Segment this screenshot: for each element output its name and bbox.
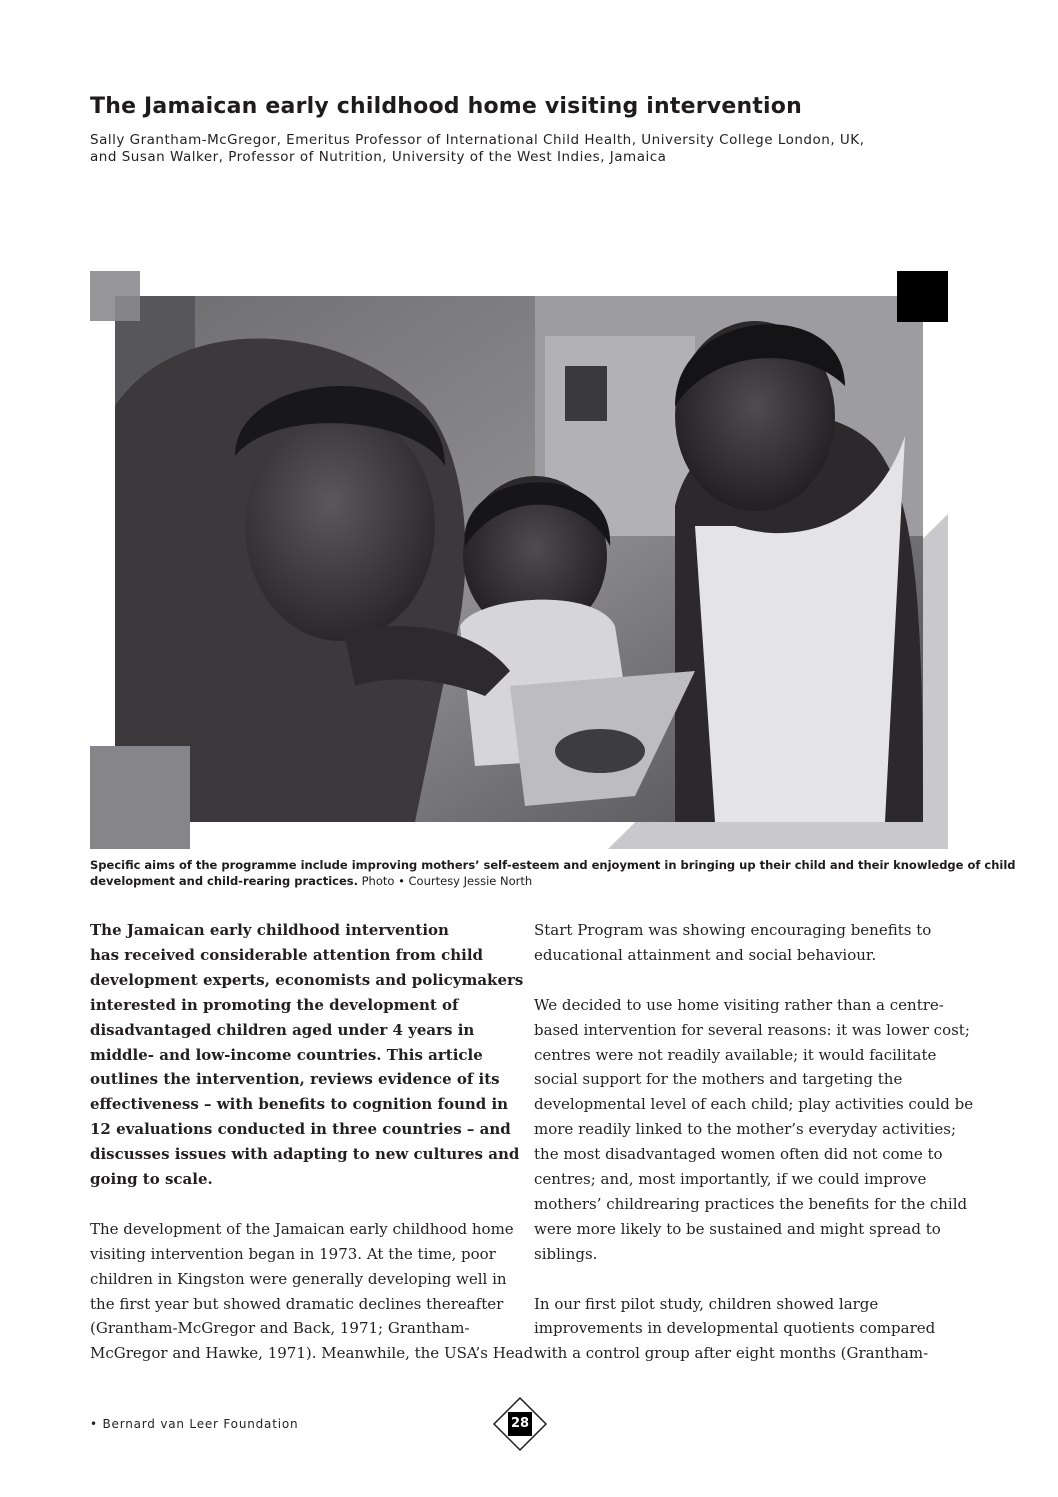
text-line: outlines the intervention, reviews evidence of its (90, 1070, 500, 1089)
text-line: educational attainment and social behaviour. (534, 945, 877, 964)
body-paragraph (534, 918, 964, 968)
text-line: (Grantham-McGregor and Back, 1971; Grantham- (90, 1319, 470, 1338)
text-line: centres; and, most importantly, if we could improve (534, 1170, 927, 1189)
caption-text: Specific aims of the programme include improving mothers’ self-esteem and enjoyment in bringing up their child and their knowledge of child (90, 858, 1016, 872)
text-line: were more likely to be sustained and might spread to (534, 1219, 941, 1238)
page-number: 28 (510, 1416, 530, 1431)
text-line: the first year but showed dramatic declines thereafter (90, 1294, 504, 1313)
text-line: siblings. (534, 1244, 598, 1263)
text-line: based intervention for several reasons: it was lower cost; (534, 1020, 970, 1039)
body-paragraph (90, 1217, 534, 1366)
authors-line: Sally Grantham-McGregor, Emeritus Professor of International Child Health, University College London, UK, (90, 132, 865, 148)
article-title: The Jamaican early childhood home visiting intervention (90, 94, 802, 119)
decorative-square (90, 746, 190, 849)
photo-figure (90, 271, 948, 849)
text-line: centres were not readily available; it would facilitate (534, 1045, 937, 1064)
right-column (534, 918, 974, 1366)
text-line: interested in promoting the development of (90, 995, 459, 1014)
article-authors (90, 132, 970, 166)
text-line: The Jamaican early childhood intervention (90, 921, 449, 939)
text-line: disadvantaged children aged under 4 years in (90, 1020, 475, 1039)
text-line: Start Program was showing encouraging benefits to (534, 921, 932, 939)
intro-paragraph (90, 918, 524, 1192)
text-line: In our first pilot study, children showed large (534, 1294, 879, 1313)
text-line: children in Kingston were generally developing well in (90, 1269, 507, 1288)
text-line: The development of the Jamaican early childhood home (90, 1219, 514, 1238)
text-line: mothers’ childrearing practices the benefits for the child (534, 1194, 968, 1213)
text-line: visiting intervention began in 1973. At the time, poor (90, 1244, 496, 1263)
text-line: middle- and low-income countries. This article (90, 1045, 483, 1064)
text-line: We decided to use home visiting rather than a centre- (534, 995, 944, 1014)
text-line: with a control group after eight months (Grantham- (534, 1344, 929, 1363)
text-line: improvements in developmental quotients compared (534, 1319, 936, 1338)
caption-text: development and child-rearing practices. (90, 874, 358, 888)
text-line: effectiveness – with benefits to cognition found in (90, 1095, 509, 1114)
body-paragraph (534, 1292, 964, 1367)
authors-line: and Susan Walker, Professor of Nutrition, University of the West Indies, Jamaica (90, 149, 667, 165)
body-paragraph (534, 993, 974, 1267)
photo-mothers-reading-with-child (115, 296, 923, 822)
photo-caption (90, 857, 1016, 889)
text-line: social support for the mothers and targeting the (534, 1070, 903, 1089)
photo-credit: Photo • Courtesy Jessie North (357, 874, 533, 888)
text-line: developmental level of each child; play activities could be (534, 1095, 974, 1114)
text-line: development experts, economists and policymakers (90, 970, 524, 989)
text-line: has received considerable attention from child (90, 945, 484, 964)
decorative-square (90, 271, 140, 321)
footer-organization: • Bernard van Leer Foundation (90, 1417, 299, 1431)
text-line: the most disadvantaged women often did not come to (534, 1145, 943, 1164)
text-line: 12 evaluations conducted in three countries – and (90, 1120, 511, 1139)
decorative-square (897, 271, 948, 322)
left-column (90, 918, 534, 1366)
text-line: discusses issues with adapting to new cultures and (90, 1145, 520, 1164)
text-line: going to scale. (90, 1170, 213, 1189)
text-line: more readily linked to the mother’s everyday activities; (534, 1120, 957, 1139)
text-line: McGregor and Hawke, 1971). Meanwhile, the USA’s Head (90, 1344, 534, 1363)
